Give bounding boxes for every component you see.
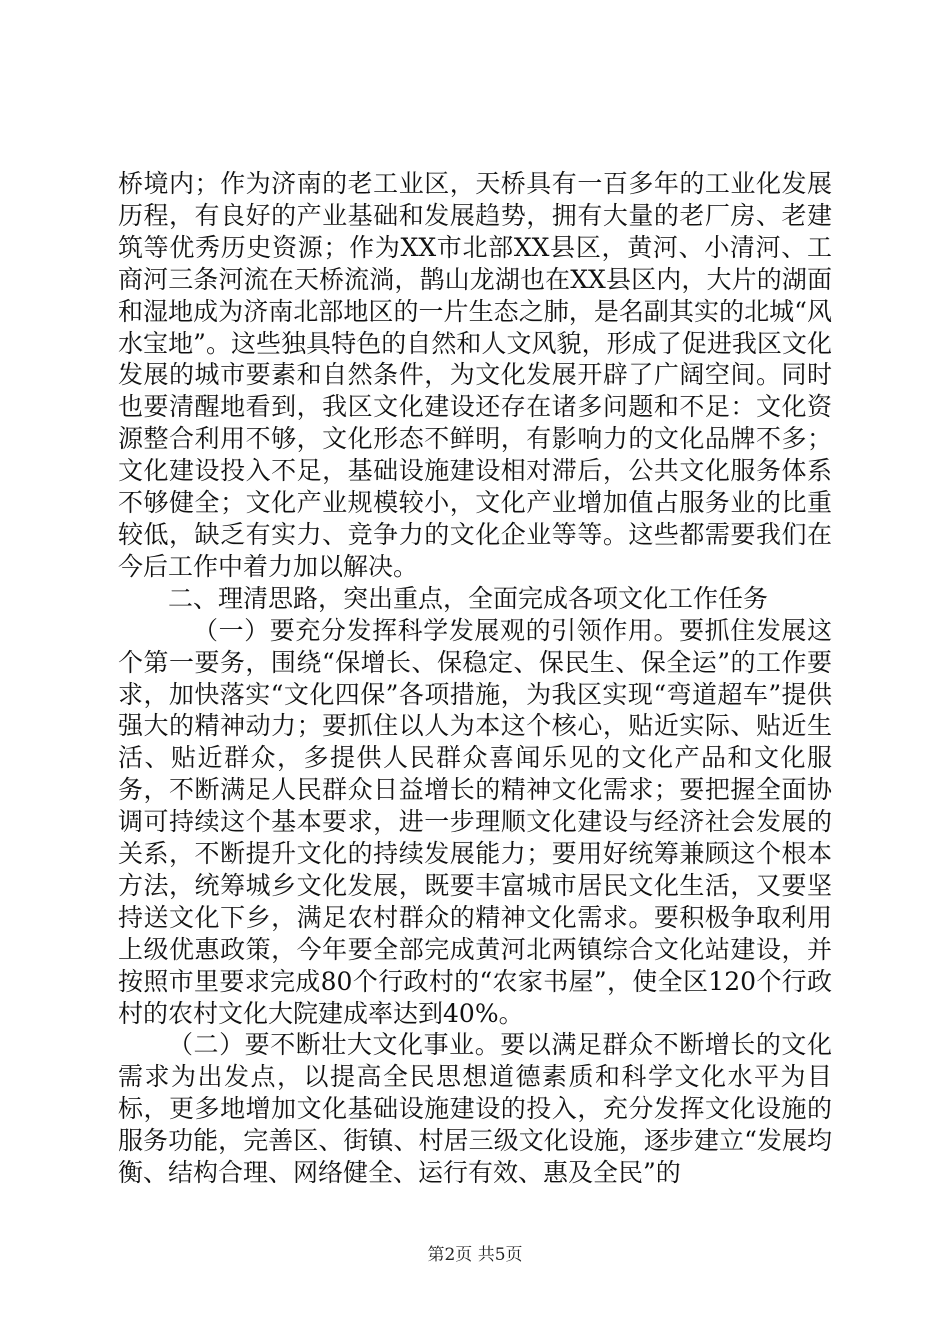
- page-footer: 第2页 共5页: [427, 1245, 523, 1265]
- paragraph-item-2: （二）要不断壮大文化事业。要以满足群众不断增长的文化需求为出发点，以提高全民思想道德素质和科学文化水平为目标，更多地增加文化基础设施建设的投入，充分发挥文化设施的服务功能，完善区、街镇、村居三级文化设施，逐步建立“发展均衡、结构合理、网络健全、运行有效、惠及全民”的: [118, 1030, 832, 1188]
- paragraph-item-1: （一）要充分发挥科学发展观的引领作用。要抓住发展这个第一要务，围绕“保增长、保稳定、保民生、保全运”的工作要求，加快落实“文化四保”各项措施，为我区实现“弯道超车”提供强大的精神动力；要抓住以人为本这个核心，贴近实际、贴近生活、贴近群众，多提供人民群众喜闻乐见的文化产品和文化服务，不断满足人民群众日益增长的精神文化需求；要把握全面协调可持续这个基本要求，进一步理顺文化建设与经济社会发展的关系，不断提升文化的持续发展能力；要用好统筹兼顾这个根本方法，统筹城乡文化发展，既要丰富城市居民文化生活，又要坚持送文化下乡，满足农村群众的精神文化需求。要积极争取利用上级优惠政策，今年要全部完成黄河北两镇综合文化站建设，并按照市里要求完成80个行政村的“农家书屋”，使全区120个行政村的农村文化大院建成率达到40%。: [118, 615, 832, 1028]
- paragraph-continued: 桥境内；作为济南的老工业区，天桥具有一百多年的工业化发展历程，有良好的产业基础和发展趋势，拥有大量的老厂房、老建筑等优秀历史资源；作为XX市北部XX县区，黄河、小清河、工商河三条河流在天桥流淌，鹊山龙湖也在XX县区内，大片的湖面和湿地成为济南北部地区的一片生态之肺，是名副其实的北城“风水宝地”。这些独具特色的自然和人文风貌，形成了促进我区文化发展的城市要素和自然条件，为文化发展开辟了广阔空间。同时也要清醒地看到，我区文化建设还存在诸多问题和不足：文化资源整合利用不够，文化形态不鲜明，有影响力的文化品牌不多；文化建设投入不足，基础设施建设相对滞后，公共文化服务体系不够健全；文化产业规模较小，文化产业增加值占服务业的比重较低，缺乏有实力、竞争力的文化企业等等。这些都需要我们在今后工作中着力加以解决。: [118, 169, 832, 581]
- document-body: [118, 168, 832, 1189]
- section-heading: 二、理清思路，突出重点，全面完成各项文化工作任务: [168, 583, 769, 613]
